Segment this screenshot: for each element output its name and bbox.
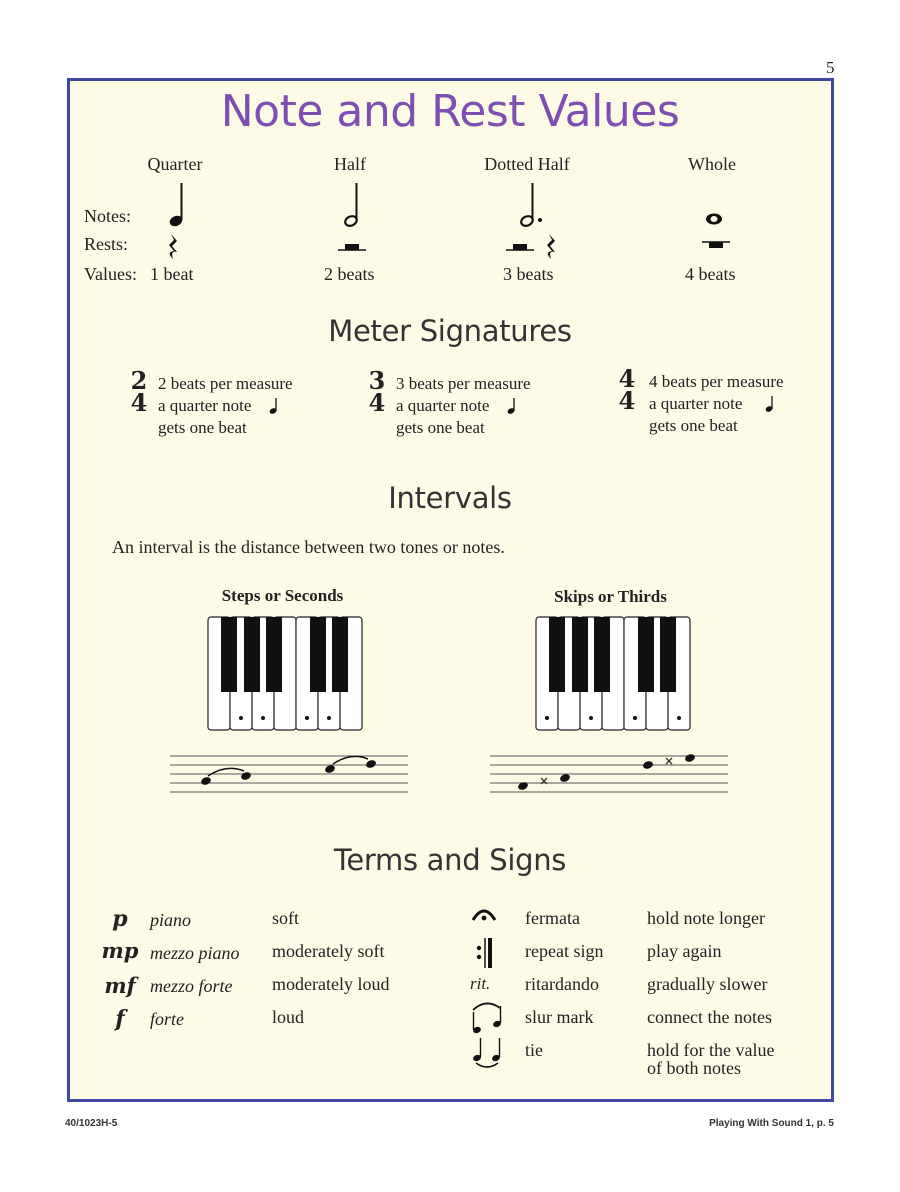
tie-icon	[470, 1035, 504, 1069]
quarter-note-icon	[764, 394, 776, 414]
steps-keyboard-diagram	[207, 616, 363, 732]
quarter-note-icon	[268, 396, 280, 416]
term-mezzo-piano: mezzo piano	[150, 943, 240, 963]
term-repeat-sign: repeat sign	[525, 941, 604, 961]
half-note-icon	[335, 180, 375, 230]
time-signature-bottom: 4	[368, 388, 386, 417]
term-fermata: fermata	[525, 908, 580, 928]
term-tie: tie	[525, 1040, 543, 1060]
steps-label: Steps or Seconds	[221, 586, 344, 605]
footer-book-title: Playing With Sound 1, p. 5	[709, 1118, 834, 1129]
forte-symbol: f	[115, 1006, 125, 1032]
skips-label: Skips or Thirds	[554, 587, 667, 606]
ritardando-symbol: rit.	[470, 974, 491, 993]
meter-line-1: 4 beats per measure	[649, 372, 784, 391]
time-signature-3-4	[366, 366, 388, 417]
meter-line-3: gets one beat	[396, 418, 485, 437]
time-signature-bottom: 4	[618, 386, 636, 415]
value-quarter: 1 beat	[150, 264, 194, 284]
intervals-description: An interval is the distance between two tones or notes.	[112, 537, 505, 557]
mezzo-forte-symbol: mf	[104, 973, 136, 998]
slur-icon	[470, 1000, 504, 1036]
half-rest-icon	[336, 238, 370, 258]
value-dotted-half: 3 beats	[503, 264, 554, 284]
value-whole: 4 beats	[685, 264, 736, 284]
fermata-icon	[470, 904, 498, 924]
quarter-rest-icon	[164, 232, 184, 262]
quarter-note-icon	[506, 396, 518, 416]
skips-keyboard-diagram	[535, 616, 691, 732]
column-header-half: Half	[334, 154, 366, 174]
time-signature-4-4	[616, 364, 638, 415]
whole-rest-icon	[700, 236, 734, 256]
meaning-tie-line-2: of both notes	[647, 1058, 741, 1078]
terms-signs-title: Terms and Signs	[333, 843, 567, 877]
time-signature-top: 2	[130, 366, 148, 395]
meter-line-2: a quarter note	[158, 396, 252, 415]
meter-line-1: 3 beats per measure	[396, 374, 531, 393]
meter-line-2: a quarter note	[396, 396, 490, 415]
meter-signatures-title: Meter Signatures	[328, 314, 572, 348]
rests-row-label: Rests:	[84, 234, 129, 254]
intervals-title: Intervals	[388, 481, 512, 515]
column-header-quarter: Quarter	[147, 154, 203, 174]
page-title: Note and Rest Values	[220, 86, 680, 137]
term-mezzo-forte: mezzo forte	[150, 976, 233, 996]
skips-staff-diagram	[488, 750, 730, 796]
meaning-piano: soft	[272, 908, 299, 928]
meter-line-3: gets one beat	[649, 416, 738, 435]
meaning-fermata: hold note longer	[647, 908, 765, 928]
page-number: 5	[826, 58, 835, 77]
meaning-slur: connect the notes	[647, 1007, 772, 1027]
mezzo-piano-symbol: mp	[101, 938, 139, 963]
term-piano: piano	[150, 910, 192, 930]
values-row-label: Values:	[84, 264, 137, 284]
meter-line-2: a quarter note	[649, 394, 743, 413]
time-signature-top: 3	[368, 366, 386, 395]
footer-catalog-number: 40/1023H-5	[65, 1118, 118, 1129]
repeat-sign-icon	[472, 936, 496, 970]
steps-staff-diagram	[168, 752, 410, 798]
value-half: 2 beats	[324, 264, 375, 284]
dotted-half-rest-icon	[504, 232, 564, 262]
term-ritardando: ritardando	[525, 974, 599, 994]
quarter-note-icon	[160, 180, 200, 230]
term-slur: slur mark	[525, 1007, 594, 1027]
meter-line-1: 2 beats per measure	[158, 374, 293, 393]
notes-row-label: Notes:	[84, 206, 131, 226]
meaning-mezzo-forte: moderately loud	[272, 974, 390, 994]
column-header-dotted-half: Dotted Half	[484, 154, 570, 174]
meaning-ritardando: gradually slower	[647, 974, 768, 994]
time-signature-bottom: 4	[130, 388, 148, 417]
dotted-half-note-icon	[513, 180, 553, 230]
meter-line-3: gets one beat	[158, 418, 247, 437]
term-forte: forte	[150, 1009, 184, 1029]
time-signature-2-4	[128, 366, 150, 417]
meaning-repeat-sign: play again	[647, 941, 722, 961]
meaning-mezzo-piano: moderately soft	[272, 941, 385, 961]
meaning-forte: loud	[272, 1007, 305, 1027]
time-signature-top: 4	[618, 364, 636, 393]
whole-note-icon	[700, 208, 730, 228]
column-header-whole: Whole	[688, 154, 736, 174]
meaning-tie: hold for the value	[647, 1040, 775, 1060]
piano-symbol: p	[112, 906, 128, 932]
